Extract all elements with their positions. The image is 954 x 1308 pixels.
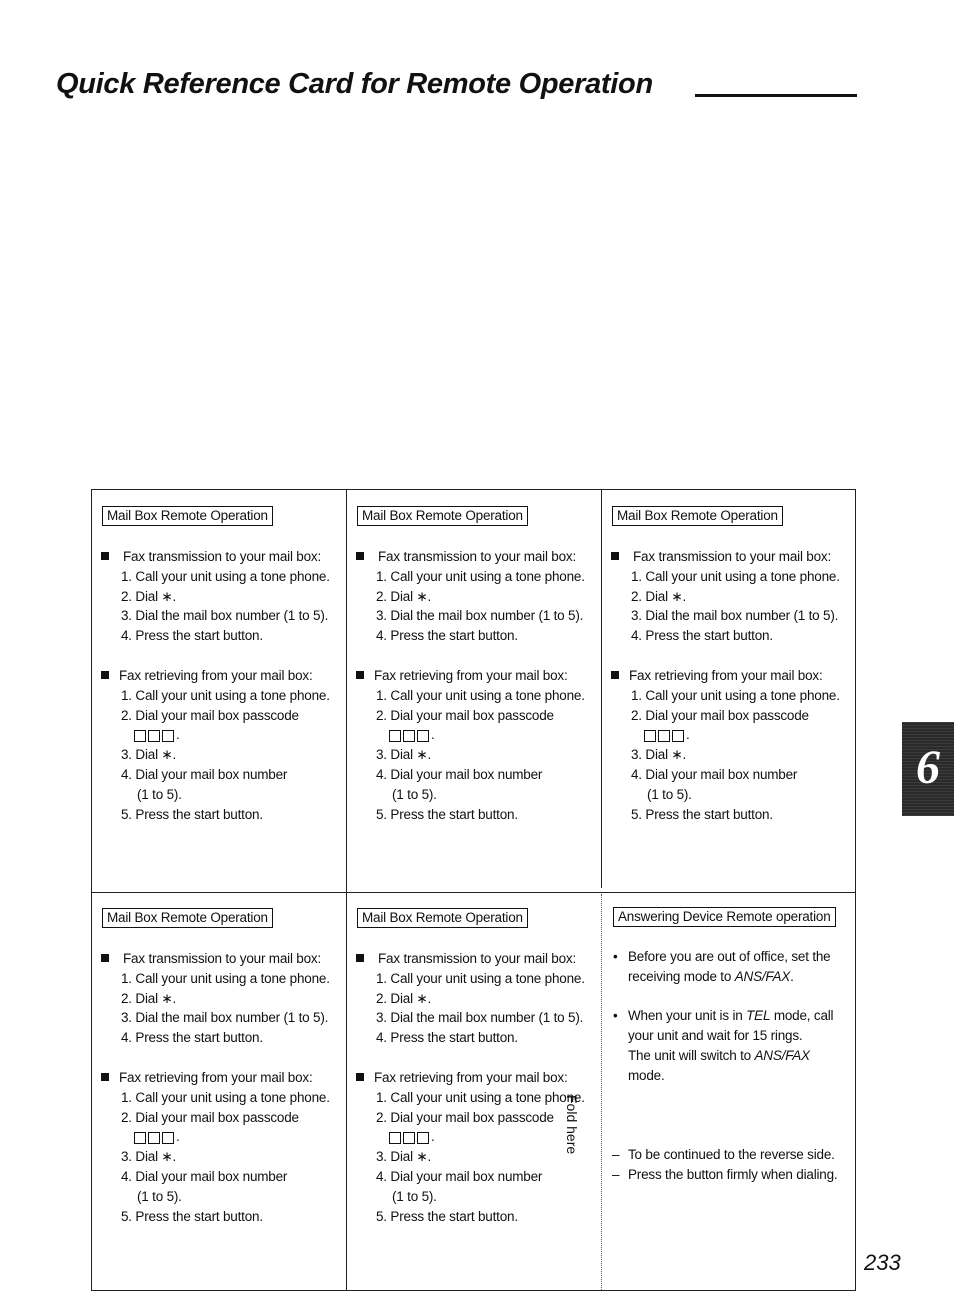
note-line: – Press the button firmly when dialing. (611, 1165, 837, 1185)
step: 5. Press the start button. (376, 806, 518, 822)
panel-heading: Mail Box Remote Operation (612, 506, 783, 526)
step: 3. Dial ∗. (376, 1149, 432, 1165)
fax-transmission-section (101, 949, 330, 1048)
step: 3. Dial the mail box number (1 to 5). (376, 608, 584, 624)
section-title: Fax retrieving from your mail box: (101, 1068, 330, 1088)
panel-heading: Mail Box Remote Operation (102, 506, 273, 526)
bullet-line: your unit and wait for 15 rings. (628, 1028, 803, 1044)
step: 5. Press the start button. (376, 1208, 518, 1224)
step: 3. Dial the mail box number (1 to 5). (121, 608, 329, 624)
bullet-line: The unit will switch to ANS/FAX (628, 1047, 810, 1063)
step: 3. Dial ∗. (121, 1149, 177, 1165)
step-continuation: (1 to 5). (647, 786, 692, 802)
square-bullet-icon (611, 552, 619, 560)
step: 1. Call your unit using a tone phone. (631, 568, 840, 584)
step: 1. Call your unit using a tone phone. (376, 970, 585, 986)
passcode-boxes: . (101, 725, 330, 745)
square-bullet-icon (101, 954, 109, 962)
step: 4. Press the start button. (376, 1030, 518, 1046)
step: 4. Dial your mail box number (121, 767, 288, 783)
step: 5. Press the start button. (121, 806, 263, 822)
passcode-digit-box (417, 1132, 429, 1144)
step-continuation: (1 to 5). (137, 1188, 182, 1204)
step: 4. Dial your mail box number (121, 1169, 288, 1185)
fax-retrieving-section (101, 1068, 330, 1227)
bullet-line: mode. (628, 1067, 665, 1083)
square-bullet-icon (101, 1073, 109, 1081)
step: 4. Press the start button. (121, 1030, 263, 1046)
square-bullet-icon (356, 954, 364, 962)
passcode-digit-box (162, 730, 174, 742)
step-continuation: (1 to 5). (392, 786, 437, 802)
dash-icon: – (612, 1147, 620, 1162)
step: 3. Dial the mail box number (1 to 5). (631, 608, 839, 624)
step: 1. Call your unit using a tone phone. (121, 568, 330, 584)
section-title: Fax transmission to your mail box: (356, 547, 585, 567)
fax-transmission-section (356, 949, 585, 1048)
reference-card-grid (91, 489, 856, 1291)
step: 2. Dial ∗. (121, 990, 177, 1006)
step-continuation: (1 to 5). (392, 1188, 437, 1204)
passcode-digit-box (389, 1132, 401, 1144)
passcode-boxes: . (356, 1127, 585, 1147)
panel-heading: Answering Device Remote operation (613, 907, 836, 927)
step: 3. Dial the mail box number (1 to 5). (121, 1010, 329, 1026)
passcode-digit-box (389, 730, 401, 742)
chapter-tab (902, 722, 954, 816)
passcode-digit-box (672, 730, 684, 742)
section-title: Fax retrieving from your mail box: (356, 1068, 585, 1088)
section-title: Fax transmission to your mail box: (611, 547, 840, 567)
fax-transmission-section (101, 547, 330, 646)
section-title: Fax retrieving from your mail box: (356, 666, 585, 686)
passcode-digit-box (403, 1132, 415, 1144)
square-bullet-icon (356, 1073, 364, 1081)
step: 2. Dial your mail box passcode (121, 1109, 299, 1125)
mailbox-panel (347, 892, 602, 1293)
bullet-line: receiving mode to ANS/FAX. (628, 968, 794, 984)
step: 5. Press the start button. (631, 806, 773, 822)
square-bullet-icon (101, 552, 109, 560)
section-title: Fax retrieving from your mail box: (611, 666, 840, 686)
dash-icon: – (612, 1166, 620, 1182)
fax-transmission-section (356, 547, 585, 646)
step: 2. Dial your mail box passcode (121, 707, 299, 723)
answering-notes (611, 1145, 837, 1185)
answering-device-panel (602, 892, 857, 1293)
chapter-number: 6 (916, 741, 940, 794)
square-bullet-icon (611, 671, 619, 679)
fax-transmission-section (611, 547, 840, 646)
step: 3. Dial ∗. (376, 747, 432, 763)
passcode-digit-box (417, 730, 429, 742)
fax-retrieving-section (356, 666, 585, 825)
passcode-digit-box (148, 1132, 160, 1144)
step: 2. Dial your mail box passcode (376, 1109, 554, 1125)
square-bullet-icon (356, 671, 364, 679)
step: 3. Dial ∗. (631, 747, 687, 763)
page-number: 233 (864, 1250, 901, 1275)
mailbox-panel (92, 892, 347, 1293)
step: 1. Call your unit using a tone phone. (121, 687, 330, 703)
section-title: Fax transmission to your mail box: (101, 949, 330, 969)
step: 1. Call your unit using a tone phone. (376, 687, 585, 703)
step: 4. Dial your mail box number (631, 767, 798, 783)
step: 2. Dial your mail box passcode (376, 707, 554, 723)
square-bullet-icon (101, 671, 109, 679)
answering-bullets (611, 947, 833, 1086)
section-title: Fax transmission to your mail box: (101, 547, 330, 567)
step: 1. Call your unit using a tone phone. (376, 568, 585, 584)
step: 4. Dial your mail box number (376, 1169, 543, 1185)
step: 3. Dial the mail box number (1 to 5). (376, 1010, 584, 1026)
bullet-dot-icon: • (613, 949, 618, 964)
fold-here-label: Fold here (564, 1095, 580, 1155)
step: 1. Call your unit using a tone phone. (631, 687, 840, 703)
mailbox-panel (347, 490, 602, 891)
bullet-line: • Before you are out of office, set the (611, 947, 833, 967)
step: 4. Press the start button. (631, 628, 773, 644)
square-bullet-icon (356, 552, 364, 560)
mailbox-panel (92, 490, 347, 891)
step: 5. Press the start button. (121, 1208, 263, 1224)
passcode-boxes: . (101, 1127, 330, 1147)
step: 2. Dial your mail box passcode (631, 707, 809, 723)
panel-heading: Mail Box Remote Operation (102, 908, 273, 928)
passcode-digit-box (162, 1132, 174, 1144)
fax-retrieving-section (356, 1068, 585, 1227)
page-title: Quick Reference Card for Remote Operation (56, 68, 653, 100)
step: 2. Dial ∗. (631, 588, 687, 604)
section-title: Fax transmission to your mail box: (356, 949, 585, 969)
note-line: – To be continued to the reverse side. (611, 1145, 837, 1165)
step: 2. Dial ∗. (121, 588, 177, 604)
step: 1. Call your unit using a tone phone. (121, 1089, 330, 1105)
step: 4. Dial your mail box number (376, 767, 543, 783)
passcode-digit-box (644, 730, 656, 742)
panel-heading: Mail Box Remote Operation (357, 908, 528, 928)
mailbox-panel (602, 490, 857, 891)
passcode-digit-box (148, 730, 160, 742)
passcode-digit-box (134, 730, 146, 742)
bullet-line: • When your unit is in TEL mode, call (611, 1006, 833, 1026)
step-continuation: (1 to 5). (137, 786, 182, 802)
passcode-digit-box (403, 730, 415, 742)
section-title: Fax retrieving from your mail box: (101, 666, 330, 686)
fax-retrieving-section (101, 666, 330, 825)
passcode-digit-box (658, 730, 670, 742)
step: 4. Press the start button. (376, 628, 518, 644)
passcode-boxes: . (611, 725, 840, 745)
passcode-digit-box (134, 1132, 146, 1144)
step: 1. Call your unit using a tone phone. (376, 1089, 585, 1105)
step: 1. Call your unit using a tone phone. (121, 970, 330, 986)
passcode-boxes: . (356, 725, 585, 745)
step: 2. Dial ∗. (376, 588, 432, 604)
step: 2. Dial ∗. (376, 990, 432, 1006)
panel-heading: Mail Box Remote Operation (357, 506, 528, 526)
bullet-dot-icon: • (613, 1008, 618, 1024)
title-rule (695, 94, 857, 97)
fax-retrieving-section (611, 666, 840, 825)
step: 4. Press the start button. (121, 628, 263, 644)
step: 3. Dial ∗. (121, 747, 177, 763)
